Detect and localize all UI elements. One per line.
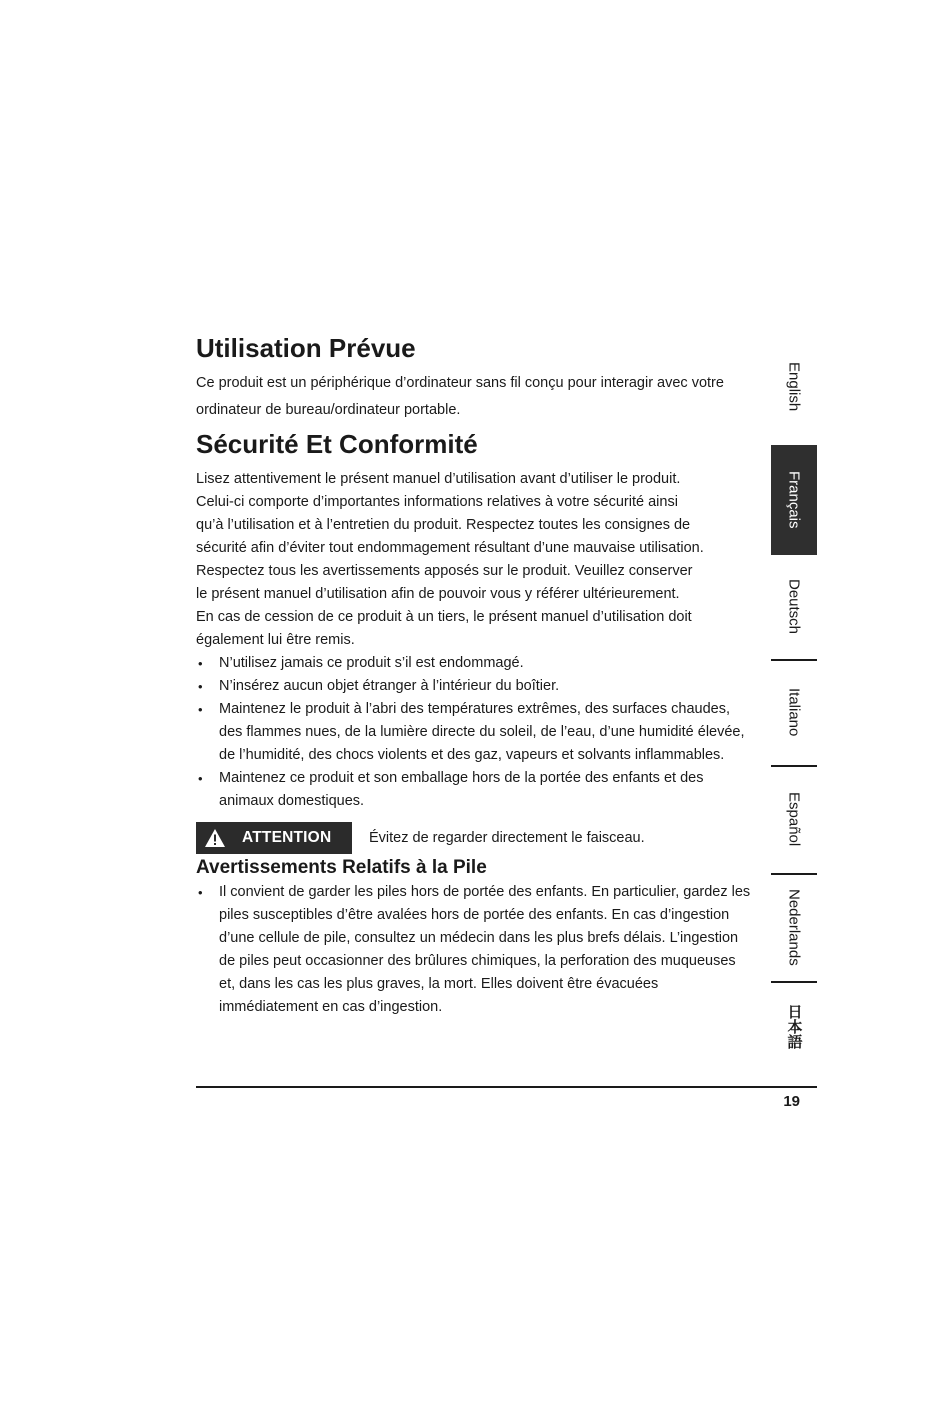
language-tab-espanol[interactable] — [771, 767, 817, 871]
language-tab-francais[interactable] — [771, 445, 817, 555]
language-tab-english[interactable] — [771, 337, 817, 437]
safety-line: sécurité afin d’éviter tout endommagement résultant d’une mauvaise utilisation. — [196, 540, 704, 556]
list-item: • Maintenez ce produit et son emballage hors de la portée des enfants et des animaux domestiques. — [196, 767, 752, 813]
language-tab-deutsch[interactable] — [771, 557, 817, 657]
attention-badge — [196, 822, 352, 854]
language-tab-italiano[interactable] — [771, 661, 817, 763]
language-tab-nederlands[interactable] — [771, 875, 817, 979]
battery-bullet-list — [196, 881, 752, 1019]
warning-triangle-icon — [204, 828, 226, 848]
tab-divider — [771, 981, 817, 983]
language-tab-label: English — [785, 362, 803, 412]
safety-line: Celui-ci comporte d’importantes informations relatives à votre sécurité ainsi — [196, 494, 678, 510]
language-tab-label: Nederlands — [785, 888, 803, 966]
language-tab-label: Français — [785, 471, 803, 529]
tab-divider — [771, 765, 817, 767]
section-title-intended-use: Utilisation Prévue — [196, 333, 416, 363]
attention-text: Évitez de regarder directement le faisceau. — [369, 830, 645, 846]
page-number: 19 — [783, 1093, 800, 1110]
language-tab-label: Deutsch — [785, 579, 803, 635]
language-tab-label: Español — [785, 791, 803, 847]
safety-bullet-list — [196, 652, 752, 813]
safety-line: Respectez tous les avertissements apposés sur le produit. Veuillez conserver — [196, 563, 693, 579]
language-tabs — [771, 337, 817, 1070]
tab-divider — [771, 659, 817, 661]
list-item: • Il convient de garder les piles hors de portée des enfants. En particulier, gardez les piles susceptibles d’être avalées hors de portée des enfants. En cas d’ingestion d’une cellule de pile, consultez un médecin dans les plus brefs délais. L’ingestion de piles peut occasionner des brûlures chimiques, la perforation des muqueuses et, dans les cas les plus graves, la mort. Elles doivent être évacuées immédiatement en cas d’ingestion. — [196, 881, 752, 1019]
list-item: • N’utilisez jamais ce produit s’il est endommagé. — [196, 652, 752, 675]
attention-notice — [196, 821, 752, 855]
list-item: • Maintenez le produit à l’abri des températures extrêmes, des surfaces chaudes, des flammes nues, de la lumière directe du soleil, de l’eau, d’une humidité élevée, de l’humidité, des chocs violents et des gaz, vapeurs et solvants inflammables. — [196, 698, 752, 767]
safety-paragraph — [196, 468, 752, 652]
safety-line: le présent manuel d’utilisation afin de pouvoir vous y référer ultérieurement. — [196, 586, 680, 602]
language-tab-japanese[interactable] — [771, 983, 817, 1069]
footer-divider — [196, 1086, 817, 1088]
safety-line: En cas de cession de ce produit à un tiers, le présent manuel d’utilisation doit — [196, 609, 692, 625]
safety-line: qu’à l’utilisation et à l’entretien du produit. Respectez toutes les consignes de — [196, 517, 691, 533]
intended-use-text: Ce produit est un périphérique d’ordinateur sans fil conçu pour interagir avec votre ordinateur de bureau/ordinateur portable. — [196, 375, 724, 418]
language-tab-label: 日本語 — [785, 1003, 803, 1049]
list-item: • N’insérez aucun objet étranger à l’intérieur du boîtier. — [196, 675, 752, 698]
page-content — [196, 328, 752, 1019]
section-title-battery: Avertissements Relatifs à la Pile — [196, 857, 487, 878]
tab-divider — [771, 873, 817, 875]
section-title-safety: Sécurité Et Conformité — [196, 429, 478, 459]
attention-label: ATTENTION — [242, 829, 332, 846]
language-tab-label: Italiano — [785, 687, 803, 737]
safety-line: également lui être remis. — [196, 632, 355, 648]
safety-line: Lisez attentivement le présent manuel d’utilisation avant d’utiliser le produit. — [196, 471, 681, 487]
